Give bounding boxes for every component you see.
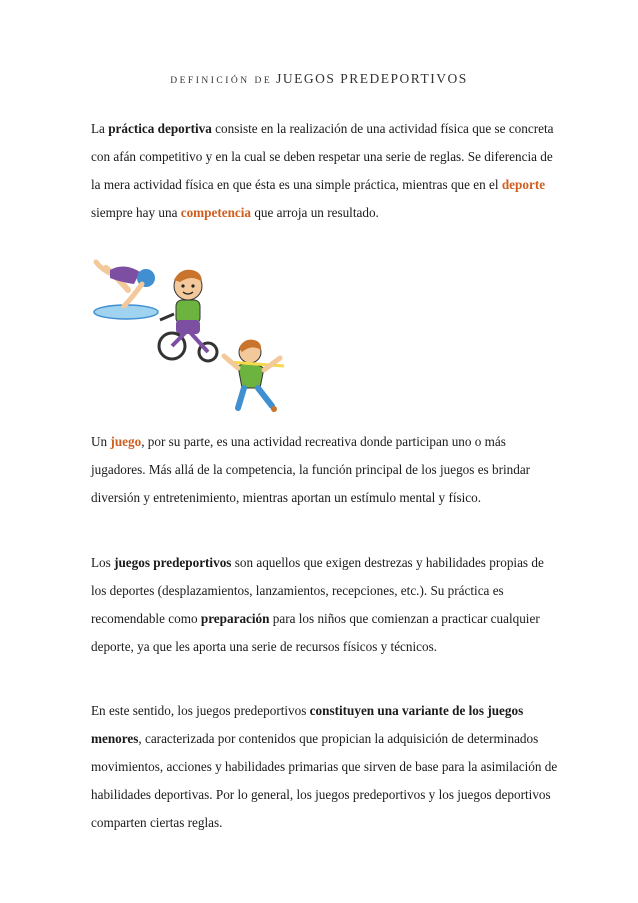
text-span: Los — [91, 555, 115, 570]
text-span: siempre hay una — [91, 205, 181, 220]
text-span: para los niños que comienzan a practicar cualquier deporte, ya que les aporta una serie de recursos físicos y técnicos. — [91, 611, 540, 654]
term-practica-deportiva: práctica deportiva — [108, 121, 212, 136]
term-variante-juegos-menores: constituyen una variante de los juegos menores — [91, 703, 524, 746]
term-preparacion: preparación — [200, 611, 270, 626]
text-span: , caracterizada por contenidos que propician la adquisición de determinados movimientos, acciones y habilidades primarias que sirven de base para la asimilación de habilidades deportivas. Por lo general, los juegos predeportivos y los juegos deportivos comparten ciertas reglas. — [91, 731, 558, 830]
paragraph-juegos-menores — [91, 697, 561, 837]
page-title — [0, 70, 638, 88]
kids-sports-illustration — [88, 248, 298, 416]
text-span: En este sentido, los juegos predeportivos — [91, 703, 310, 718]
text-span: consiste en la realización de una actividad física que se concreta con afán competitivo y en la cual se deben respetar una serie de reglas. Se diferencia de la mera actividad física en que ésta es una simple práctica, mientras que en el — [91, 121, 554, 192]
term-juego: juego — [110, 434, 142, 449]
text-span: Un — [91, 434, 111, 449]
title-main: JUEGOS PREDEPORTIVOS — [276, 71, 468, 86]
running-kid-figure — [224, 340, 284, 412]
term-deporte: deporte — [501, 177, 546, 192]
paragraph-practica-deportiva — [91, 115, 561, 227]
title-prefix: DEFINICIÓN DE — [170, 76, 273, 86]
swimmer-figure — [94, 262, 158, 319]
term-competencia: competencia — [180, 205, 252, 220]
text-span: , por su parte, es una actividad recreativa donde participan uno o más jugadores. Más allá de la competencia, la función principal de los juegos es brindar diversión y entretenimiento, mientras aportan un estímulo mental y físico. — [91, 434, 531, 505]
text-span: son aquellos que exigen destrezas y habilidades propias de los deportes (desplazamientos, lanzamientos, recepciones, etc.). Su práctica es recomendable como — [91, 555, 544, 626]
text-span: La — [91, 121, 109, 136]
term-juegos-predeportivos: juegos predeportivos — [114, 555, 232, 570]
tricycle-kid-figure — [159, 270, 217, 361]
paragraph-juegos-predeportivos — [91, 549, 561, 661]
paragraph-juego — [91, 428, 561, 512]
text-span: que arroja un resultado. — [251, 205, 379, 220]
